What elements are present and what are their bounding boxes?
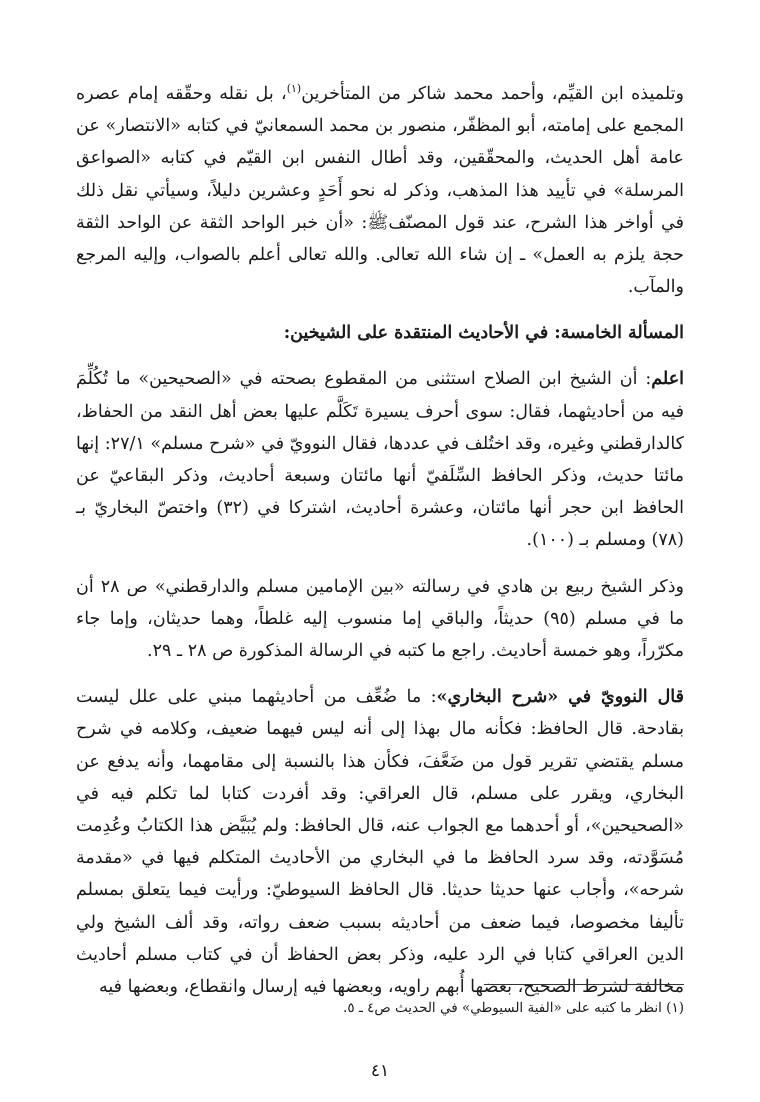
page-number: ٤١ — [370, 1061, 390, 1081]
footnote-divider — [484, 984, 684, 985]
footnote — [76, 998, 684, 1018]
intro-text-rest: ، بل نقله وحقّقه إمام عصره المجمع على إمامته، أبو المظفّر، منصور بن محمد السمعانيّ في كتابه «الانتصار» عن عامة أهل الحديث، والمحقّقين، وقد أطال النفس ابن القيّم في كتابه «الصواعق المرسلة» في تأييد هذا المذهب، وذكر له نحو أَحَدٍ وعشرين دليلاً، وسيأتي نقل ذلك في أواخر هذا الشرح، عند قول المصنّفﷺ: «أن خبر الواحد الثقة عن الواحد الثقة حجة يلزم به العمل» ـ إن شاء الله تعالى. والله تعالى أعلم بالصواب، وإليه المرجع والمآب. — [76, 84, 684, 298]
footnote-marker: (١) — [666, 1000, 684, 1016]
footnote-text: انظر ما كتبه على «الفية السيوطي» في الحديث ص٤ ـ ٥. — [343, 1000, 662, 1016]
paragraph-3-lead: قال النوويّ في «شرح البخاري» — [436, 687, 684, 708]
paragraph-3 — [76, 681, 684, 1003]
page-body — [76, 78, 684, 1003]
intro-paragraph — [76, 78, 684, 303]
footnote-reference[interactable]: (١) — [286, 82, 302, 96]
paragraph-3-text: : ما ضُعِّف من أحاديثهما مبني على علل ليست بقادحة. قال الحافظ: فكأنه مال بهذا إلى أنه ليس فيهما ضعيف، وكلامه في شرح مسلم يقتضي تقرير قول من ضَعَّفَ، فكأن هذا بالنسبة إلى مقامهما، وأنه يدفع عن البخاري، ويقرر على مسلم، قال العراقي: وقد أفردت كتابا لما تكلم فيه في «الصحيحين»، أو أحدهما مع الجواب عنه، قال الحافظ: ولم يُبَيَّض هذا الكتابُ وعُدِمت مُسَوَّدته، وقد سرد الحافظ ما في البخاري من الأحاديث المتكلم فيها في «مقدمة شرحه»، وأجاب عنها حديثا حديثا. قال الحافظ السيوطيّ: ورأيت فيما يتعلق بمسلم تأليفا مخصوصا، فيما ضعف من أحاديثه بسبب ضعف رواته، وقد ألف الشيخ ولي الدين العراقي كتابا في الرد عليه، وذكر بعض الحفاظ أن في كتاب مسلم أحاديث مخالفة لشرط الصحيح، بعضها أُبهم راويه، وبعضها فيه إرسال وانقطاع، وبعضها فيه — [76, 687, 684, 998]
paragraph-1-lead: اعلم — [651, 369, 684, 390]
intro-text: وتلميذه ابن القيِّم، وأحمد محمد شاكر من المتأخرين — [301, 84, 684, 104]
paragraph-1 — [76, 363, 684, 556]
paragraph-1-text: : أن الشيخ ابن الصلاح استثنى من المقطوع بصحته في «الصحيحين» ما تُكُلِّمَ فيه من أحاديثهما، فقال: سوى أحرف يسيرة تَكَلَّم عليها بعض أهل النقد من الحفاظ، كالدارقطني وغيره، وقد اختُلف في عددها، فقال النوويّ في «شرح مسلم» ٢٧/١: إنها مائتا حديث، وذكر الحافظ السِّلَفيّ أنها مائتان وسبعة أحاديث، وذكر البقاعيّ عن الحافظ ابن حجر أنها مائتان، وعشرة أحاديث، اشتركا في (٣٢) واختصّ البخاريّ بـ (٧٨) ومسلم بـ (١٠٠). — [76, 369, 684, 551]
section-heading: المسألة الخامسة: في الأحاديث المنتقدة على الشيخين: — [283, 323, 684, 344]
paragraph-2: وذكر الشيخ ربيع بن هادي في رسالته «بين الإمامين مسلم والدارقطني» ص ٢٨ أن ما في مسلم (٩٥) حديثاً، والباقي إما منسوب إليه غلطاً، وهما حديثان، وإما جاء مكرّراً، وهو خمسة أحاديث. راجع ما كتبه في الرسالة المذكورة ص ٢٨ ـ ٢٩. — [76, 576, 684, 662]
